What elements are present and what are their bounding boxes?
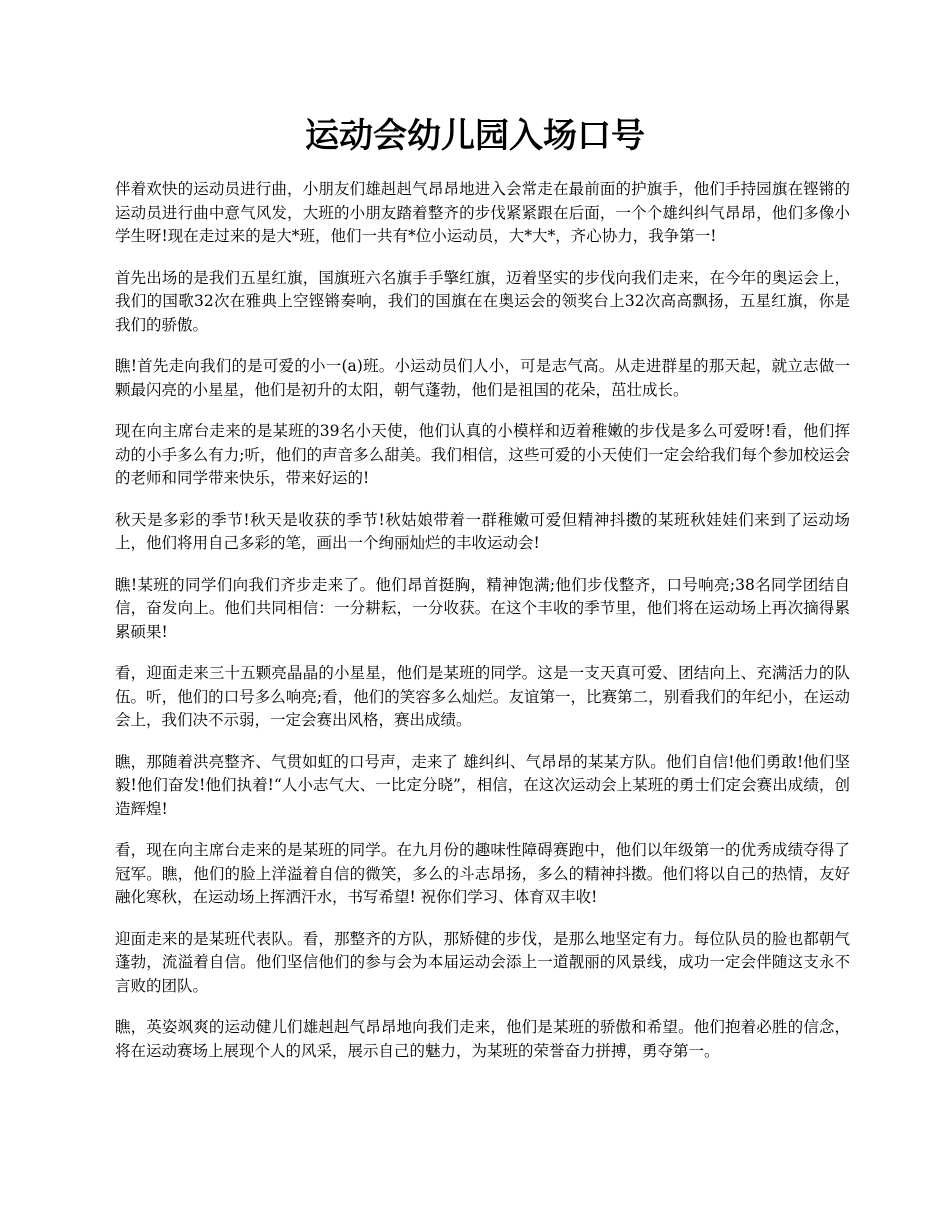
paragraph-5: 秋天是多彩的季节!秋天是收获的季节!秋姑娘带着一群稚嫩可爱但精神抖擞的某班秋娃娃们来到了运动场上，他们将用自己多彩的笔，画出一个绚丽灿烂的丰收运动会!: [115, 510, 850, 552]
paragraph-9: 看，现在向主席台走来的是某班的同学。在九月份的趣味性障碍赛跑中，他们以年级第一的优秀成绩夺得了冠军。瞧，他们的脸上洋溢着自信的微笑，多么的斗志昂扬，多么的精神抖擞。他们将以自己的热情，友好融化寒秋，在运动场上挥洒汗水，书写希望! 祝你们学习、体育双丰收!: [115, 841, 850, 906]
paragraph-1: 伴着欢快的运动员进行曲，小朋友们雄赳赳气昂昂地进入会常走在最前面的护旗手，他们手持园旗在铿锵的运动员进行曲中意气风发，大班的小朋友踏着整齐的步伐紧紧跟在后面，一个个雄纠纠气昂昂，他们多像小学生呀!现在走过来的是大*班，他们一共有*位小运动员，大*大*，齐心协力，我争第一!: [115, 180, 850, 245]
paragraph-2: 首先出场的是我们五星红旗，国旗班六名旗手手擎红旗，迈着坚实的步伐向我们走来，在今年的奥运会上，我们的国歌32次在雅典上空铿锵奏响，我们的国旗在在奥运会的领奖台上32次高高飘扬，五星红旗，你是我们的骄傲。: [115, 268, 850, 334]
document-body: [115, 178, 850, 1081]
paragraph-6: 瞧!某班的同学们向我们齐步走来了。他们昂首挺胸，精神饱满;他们步伐整齐，口号响亮;38名同学团结自信，奋发向上。他们共同相信：一分耕耘，一分收获。在这个丰收的季节里，他们将在运动场上再次摘得累累硕果!: [115, 575, 850, 641]
paragraph-4: 现在向主席台走来的是某班的39名小天使，他们认真的小模样和迈着稚嫩的步伐是多么可爱呀!看，他们挥动的小手多么有力;听，他们的声音多么甜美。我们相信，这些可爱的小天使们一定会给我们每个参加校运会的老师和同学带来快乐，带来好运的!: [115, 422, 850, 487]
paragraph-11: 瞧，英姿飒爽的运动健儿们雄赳赳气昂昂地向我们走来，他们是某班的骄傲和希望。他们抱着必胜的信念，将在运动赛场上展现个人的风采，展示自己的魅力，为某班的荣誉奋力拼搏，勇夺第一。: [115, 1018, 850, 1060]
paragraph-3: 瞧!首先走向我们的是可爱的小一(a)班。小运动员们人小，可是志气高。从走进群星的那天起，就立志做一颗最闪亮的小星星，他们是初升的太阳，朝气蓬勃，他们是祖国的花朵，茁壮成长。: [115, 357, 850, 399]
paragraph-7: 看，迎面走来三十五颗亮晶晶的小星星，他们是某班的同学。这是一支天真可爱、团结向上、充满活力的队伍。听，他们的口号多么响亮;看，他们的笑容多么灿烂。友谊第一，比赛第二，别看我们的年纪小，在运动会上，我们决不示弱，一定会赛出风格，赛出成绩。: [115, 664, 850, 729]
document-title: 运动会幼儿园入场口号: [305, 116, 645, 156]
paragraph-10: 迎面走来的是某班代表队。看，那整齐的方队，那矫健的步伐，是那么地坚定有力。每位队员的脸也都朝气蓬勃，流溢着自信。他们坚信他们的参与会为本届运动会添上一道靓丽的风景线，成功一定会伴随这支永不言败的团队。: [115, 929, 850, 995]
paragraph-8: 瞧，那随着洪亮整齐、气贯如虹的口号声，走来了 雄纠纠、气昂昂的某某方队。他们自信!他们勇敢!他们坚毅!他们奋发!他们执着!“人小志气大、一比定分晓”，相信，在这次运动会上某班的勇士们定会赛出成绩，创造辉煌!: [115, 752, 850, 818]
